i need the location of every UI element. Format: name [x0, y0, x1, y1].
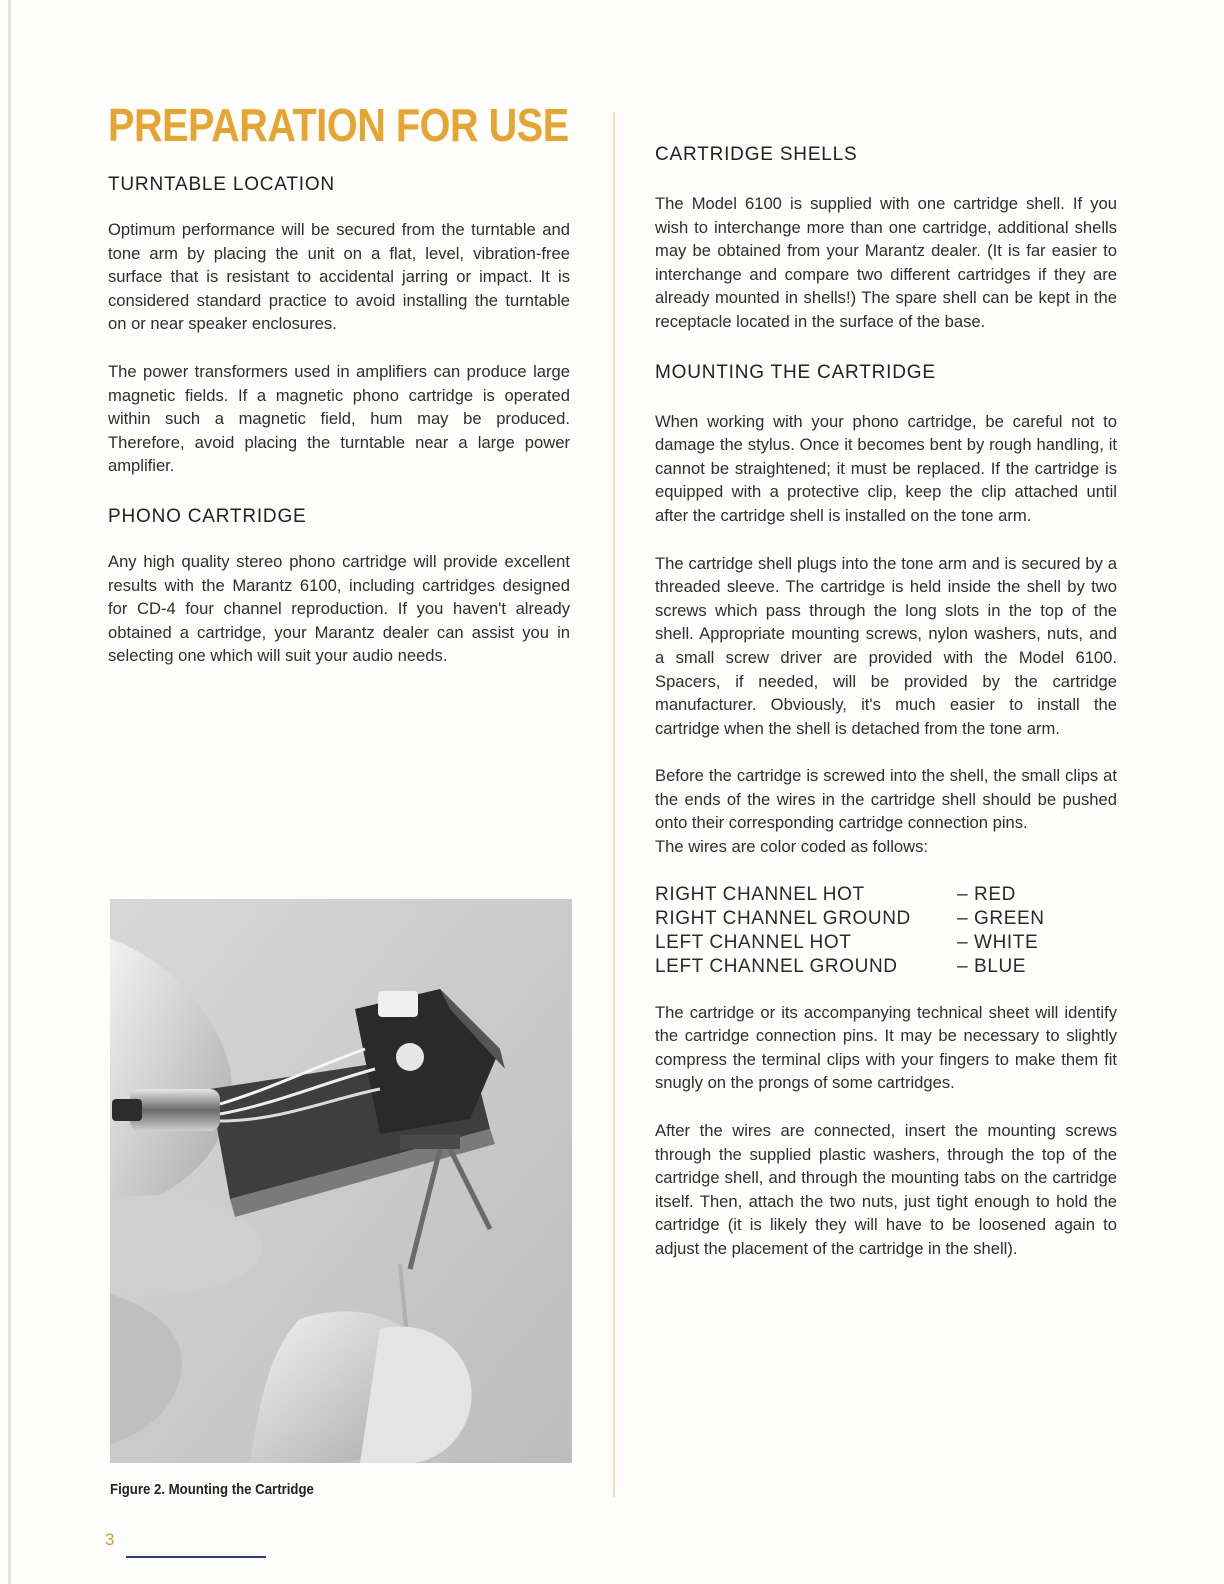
wire-row	[655, 955, 1075, 979]
wire-color: – BLUE	[957, 955, 1027, 977]
left-column	[108, 170, 570, 692]
wire-color: – WHITE	[957, 931, 1039, 953]
cartridge-photo	[110, 899, 572, 1463]
section-heading-turntable-location: TURNTABLE LOCATION	[108, 174, 335, 195]
page-title: PREPARATION FOR USE	[108, 99, 569, 151]
section-heading-cartridge-shells: CARTRIDGE SHELLS	[655, 144, 858, 165]
page-number: 3	[105, 1530, 115, 1549]
wire-label: LEFT CHANNEL HOT	[655, 931, 852, 953]
paragraph: When working with your phono cartridge, be careful not to damage the stylus. Once it becomes bent by rough handling, it cannot be straightened; it must be replaced. If the cartridge is equipped with a protective clip, keep the clip attached until after the cartridge shell is installed on the tone arm.	[655, 411, 1117, 525]
wire-label: RIGHT CHANNEL GROUND	[655, 907, 911, 929]
paragraph: The Model 6100 is supplied with one cartridge shell. If you wish to interchange more than one cartridge, additional shells may be obtained from your Marantz dealer. (It is far easier to interchange and compare two different cartridges if they are already mounted in shells!) The spare shell can be kept in the receptacle located in the surface of the base.	[655, 194, 1117, 331]
paragraph: Optimum performance will be secured from the turntable and tone arm by placing the unit on a flat, level, vibration-free surface that is resistant to accidental jarring or impact. It is considered standard practice to avoid installing the turntable on or near speaker enclosures.	[108, 220, 570, 334]
wire-row	[655, 883, 1075, 907]
wire-color: – RED	[957, 883, 1016, 905]
wire-color-list	[655, 883, 1075, 979]
section-heading-mounting-the-cartridge: MOUNTING THE CARTRIDGE	[655, 361, 936, 383]
wire-row	[655, 907, 1075, 931]
wire-color: – GREEN	[957, 907, 1045, 929]
column-divider	[613, 112, 615, 1497]
paragraph: After the wires are connected, insert the mounting screws through the supplied plastic washers, through the top of the cartridge shell, and through the mounting tabs on the cartridge itself. Then, attach the two nuts, just tight enough to hold the cartridge (it is likely they will have to be loosened again to adjust the placement of the cartridge in the shell).	[655, 1121, 1117, 1258]
right-column	[655, 140, 1117, 1285]
footer-rule	[126, 1556, 266, 1558]
wire-label: LEFT CHANNEL GROUND	[655, 955, 898, 977]
paragraph: Before the cartridge is screwed into the shell, the small clips at the ends of the wires in the cartridge shell should be pushed onto their corresponding cartridge connection pins.	[655, 766, 1117, 833]
wire-label: RIGHT CHANNEL HOT	[655, 883, 865, 905]
section-heading-phono-cartridge: PHONO CARTRIDGE	[108, 505, 307, 527]
page-edge	[8, 0, 11, 1584]
paragraph: The power transformers used in amplifiers can produce large magnetic fields. If a magnetic phono cartridge is operated within such a magnetic field, hum may be produced. Therefore, avoid placing the turntable near a large power amplifier.	[108, 361, 570, 476]
paragraph: Any high quality stereo phono cartridge will provide excellent results with the Marantz 6100, including cartridges designed for CD-4 four channel reproduction. If you haven't already obtained a cartridge, your Marantz dealer can assist you in selecting one which will suit your audio needs.	[108, 551, 570, 666]
cartridge-photo-illustration	[110, 899, 572, 1463]
paragraph: The cartridge shell plugs into the tone arm and is secured by a threaded sleeve. The cartridge is held inside the shell by two screws which pass through the long slots in the top of the shell. Appropriate mounting screws, nylon washers, nuts, and a small screw driver are provided with the Model 6100. Spacers, if needed, will be provided by the cartridge manufacturer. Obviously, it's much easier to install the cartridge when the shell is detached from the tone arm.	[655, 553, 1117, 738]
figure-caption: Figure 2. Mounting the Cartridge	[110, 1481, 314, 1498]
wire-row	[655, 931, 1075, 955]
paragraph: The cartridge or its accompanying technical sheet will identify the cartridge connection pins. It may be necessary to slightly compress the terminal clips with your fingers to make them fit snugly on the prongs of some cartridges.	[655, 1002, 1117, 1093]
paragraph: The wires are color coded as follows:	[655, 837, 928, 857]
